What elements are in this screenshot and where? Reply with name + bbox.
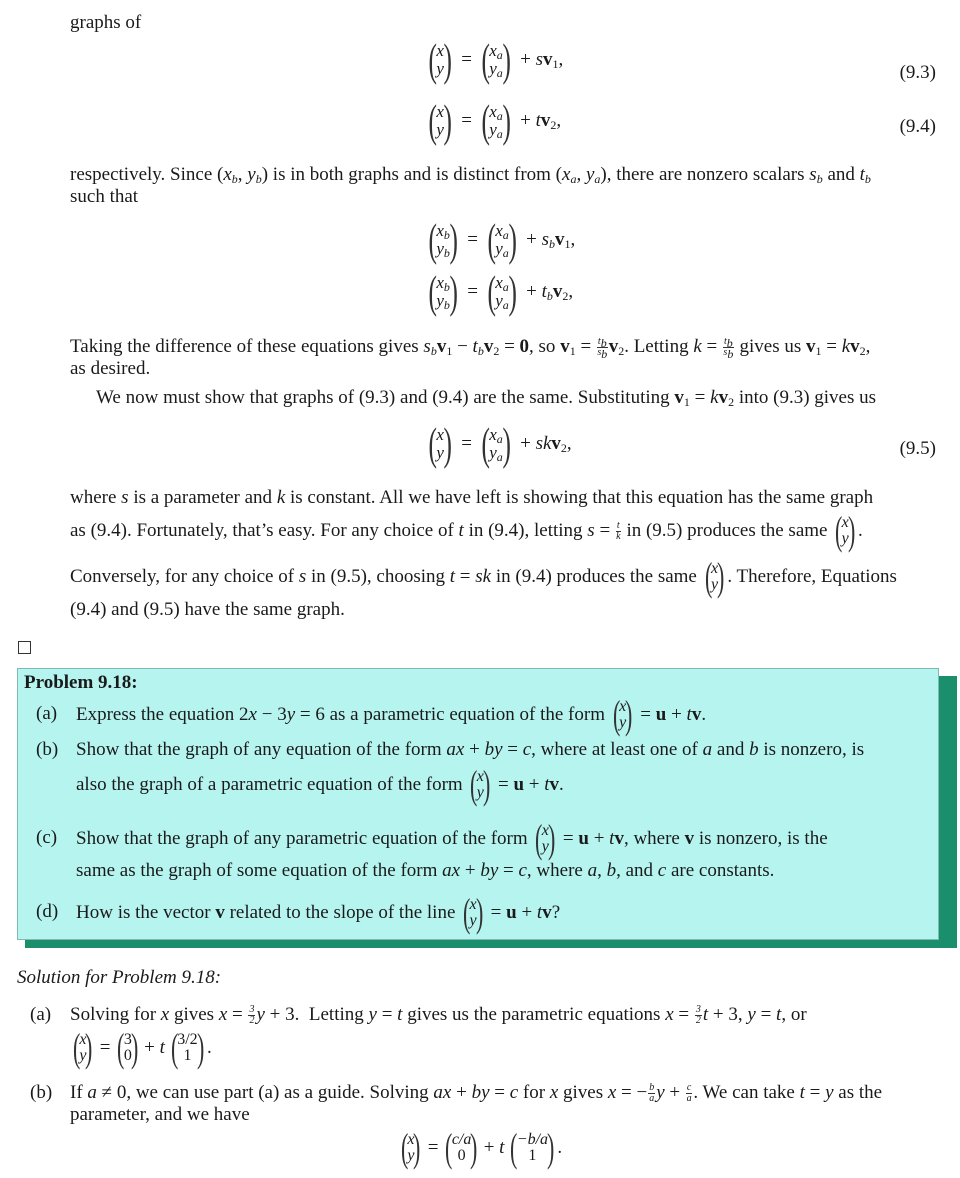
problem-box	[17, 668, 939, 940]
qed-square-icon	[18, 641, 31, 654]
solution-item-a: (a) Solving for x gives x = $\frac{3}{2}$ y + 3. Letting y = t gives us the parametric equations x = $\frac{3}{2}$ t + 3, y = t, or ( x y ) = ( 3 0 ) + t ( 3/2 1 ) .	[30, 1004, 807, 1070]
intro-text: graphs of	[70, 12, 142, 33]
item-label: (b)	[36, 739, 59, 760]
item-label: (a)	[30, 1004, 52, 1025]
equation-number: (9.4)	[899, 116, 936, 137]
problem-item-d: (d) How is the vector v related to the slope of the line ( x y ) = u + tv?	[36, 890, 561, 935]
item-label: (a)	[36, 703, 58, 724]
paragraph-difference: Taking the difference of these equations gives $s_bv_1 - t_bv_2 = 0$, so $v_1$ = $\frac{t_b}{s_b}$ $v_2$. Letting k = $\frac{t_b}{s_b}$ gives us $v_1 = kv_2$, as desired.	[70, 336, 871, 380]
item-label: (b)	[30, 1082, 53, 1103]
equation-number: (9.5)	[899, 438, 936, 459]
equation-9-3: ( x y ) = ( $x_a$ $y_a$ ) + $sv_1$,	[428, 34, 564, 85]
paragraph-now-show: We now must show that graphs of (9.3) and (9.4) are the same. Substituting $v_1 = kv_2$ into (9.3) gives us	[96, 387, 877, 409]
paragraph-where: where s is a parameter and k is constant. All we have left is showing that this equation has the same graph	[70, 487, 874, 508]
problem-item-c: (c) Show that the graph of any parametric equation of the form ( x y ) = u + tv, where v is nonzero, is the same as the graph of some equation of the form ax + by = c, where a, b, and c are constants.	[36, 816, 828, 881]
problem-title: Problem 9.18:	[24, 672, 138, 693]
solution-item-b: (b) If a ≠ 0, we can use part (a) as a guide. Solving ax + by = c for x gives x = − $\frac{b}{a}$ y + $\frac{c}{a}$ . We can take t = y as the parameter, and we have ( x y ) = ( c/a 0 ) + t ( −b/a 1 ) .	[30, 1082, 883, 1170]
equation-b2: ( $x_b$ $y_b$ ) = ( $x_a$ $y_a$ ) + $t_bv_2$,	[428, 266, 574, 317]
solution-title: Solution for Problem 9.18:	[17, 967, 222, 988]
item-label: (c)	[36, 827, 58, 848]
equation-number: (9.3)	[899, 62, 936, 83]
problem-item-b: (b) Show that the graph of any equation of the form ax + by = c, where at least one of a and b is nonzero, is also the graph of a parametric equation of the form ( x y ) = u + tv.	[36, 739, 865, 807]
item-label: (d)	[36, 901, 59, 922]
equation-9-4: ( x y ) = ( $x_a$ $y_a$ ) + $tv_2$,	[428, 95, 562, 146]
equation-b1: ( $x_b$ $y_b$ ) = ( $x_a$ $y_a$ ) + $s_bv_1$,	[428, 214, 576, 265]
problem-item-a: (a) Express the equation 2x − 3y = 6 as a parametric equation of the form ( x y ) = u + tv.	[36, 692, 707, 737]
solution-b-equation: ( x y ) = ( c/a 0 ) + t ( −b/a 1 ) .	[400, 1125, 563, 1170]
paragraph-conversely-line2: (9.4) and (9.5) have the same graph.	[70, 599, 345, 620]
paragraph-where-line2: as (9.4). Fortunately, that’s easy. For any choice of t in (9.4), letting s = $\frac{t}{k}$ in (9.5) produces the same ( x y ) .	[70, 508, 863, 553]
paragraph-respectively: respectively. Since ($x_b$, $y_b$) is in both graphs and is distinct from ($x_a$, $y_a$), there are nonzero scalars $s_b$ and $t_b$ such that	[70, 164, 871, 207]
paragraph-conversely: Conversely, for any choice of s in (9.5), choosing t = sk in (9.4) produces the same ( x y ) . Therefore, Equations	[70, 554, 897, 599]
equation-9-5: ( x y ) = ( $x_a$ $y_a$ ) + skv$_2$,	[428, 418, 572, 469]
